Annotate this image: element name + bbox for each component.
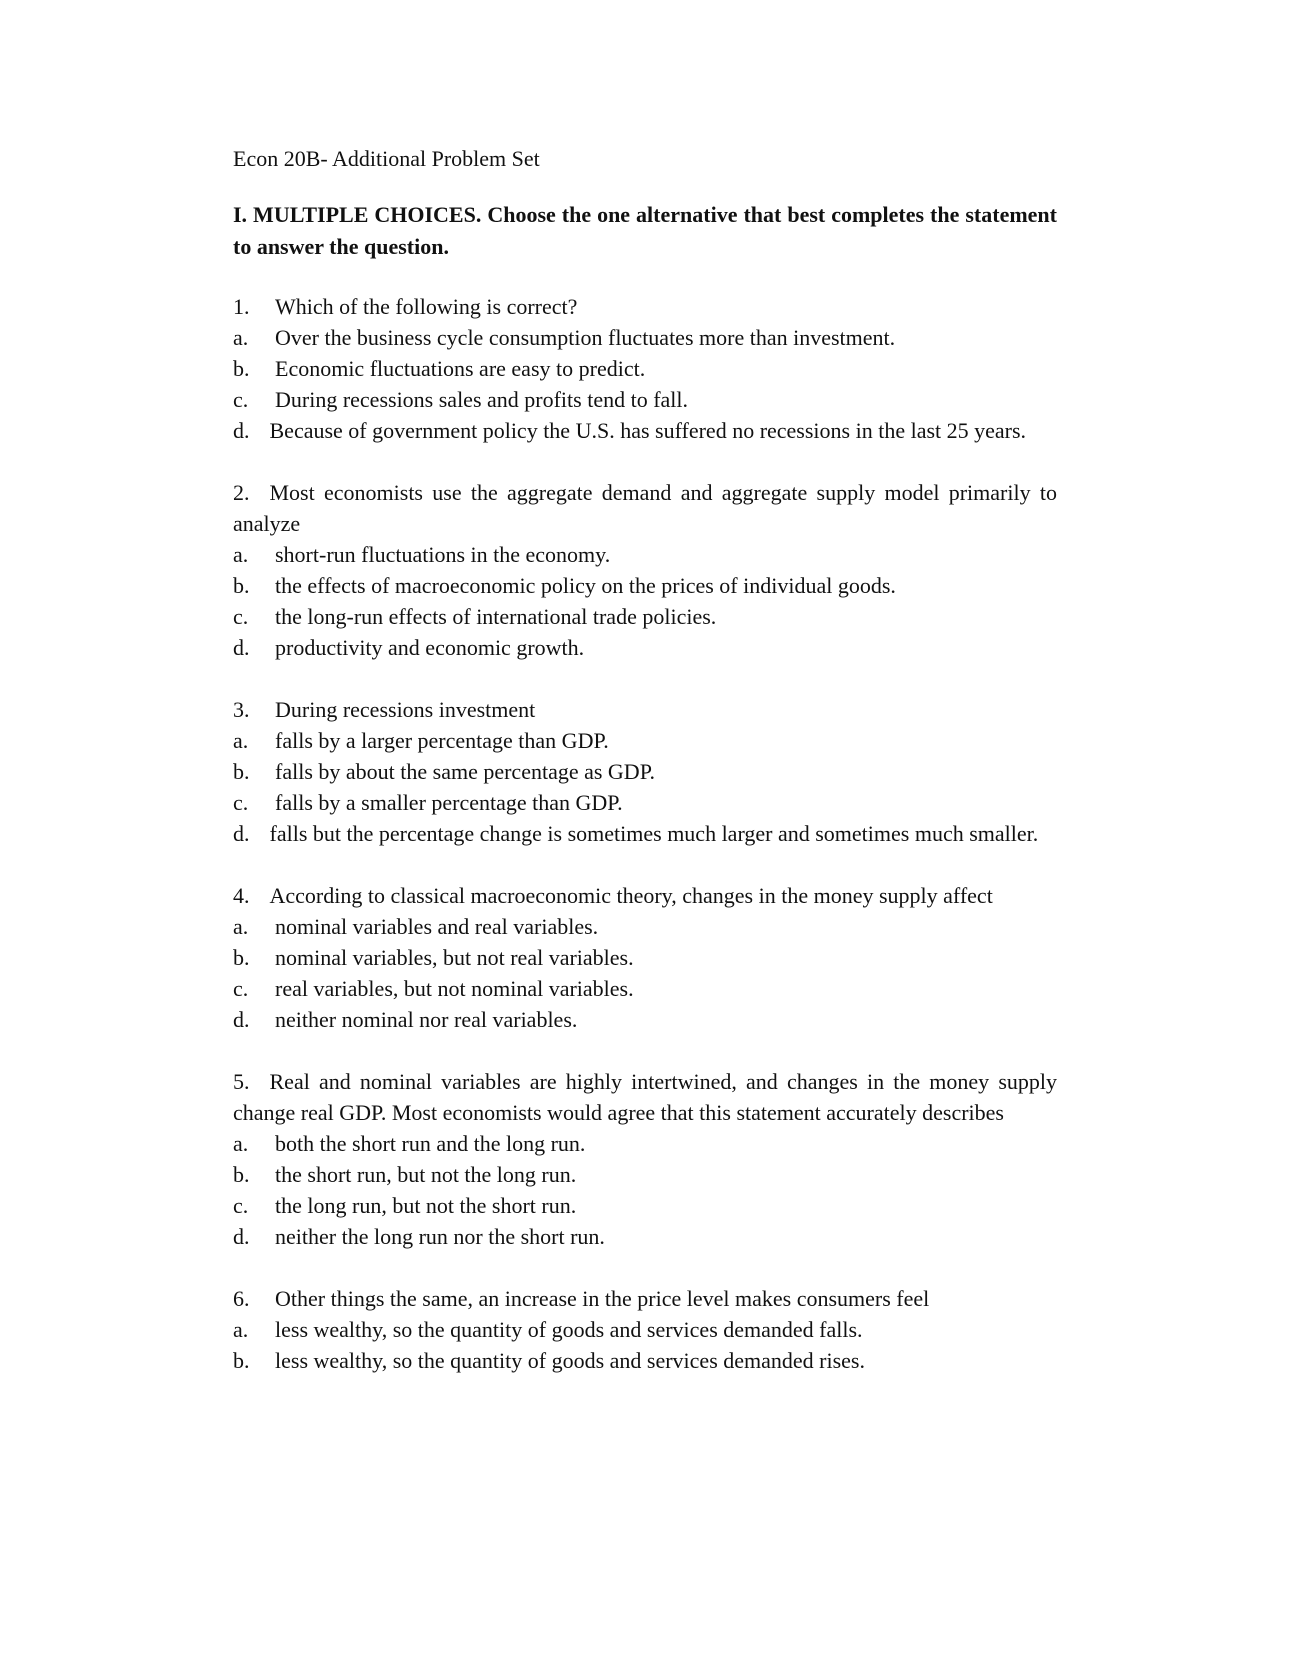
document-page	[233, 143, 1057, 1407]
answer-option-b	[233, 1159, 1057, 1190]
question-stem	[233, 1066, 1057, 1128]
option-letter: d.	[233, 1224, 250, 1249]
question-text: Most economists use the aggregate demand and aggregate supply model primarily to analyze	[233, 480, 1057, 536]
option-text: the effects of macroeconomic policy on the prices of individual goods.	[275, 573, 896, 598]
option-letter: a.	[233, 1317, 249, 1342]
question-stem	[233, 477, 1057, 539]
answer-option-a	[233, 322, 1057, 353]
question-3	[233, 694, 1057, 849]
question-list	[233, 291, 1057, 1376]
question-number: 1.	[233, 294, 250, 319]
answer-option-c	[233, 384, 1057, 415]
question-text: Which of the following is correct?	[275, 294, 578, 319]
option-letter: b.	[233, 1348, 250, 1373]
option-letter: b.	[233, 945, 250, 970]
answer-option-a	[233, 1314, 1057, 1345]
question-1	[233, 291, 1057, 446]
question-4	[233, 880, 1057, 1035]
question-number: 2.	[233, 480, 250, 505]
option-text: falls by a smaller percentage than GDP.	[275, 790, 623, 815]
option-text: Because of government policy the U.S. has suffered no recessions in the last 25 years.	[269, 418, 1027, 443]
answer-option-d	[233, 1221, 1057, 1252]
answer-option-d	[233, 818, 1057, 849]
option-letter: c.	[233, 1193, 249, 1218]
question-5	[233, 1066, 1057, 1252]
option-letter: d.	[233, 635, 250, 660]
option-letter: b.	[233, 356, 250, 381]
option-text: falls but the percentage change is sometimes much larger and sometimes much smaller.	[269, 821, 1039, 846]
question-text: Other things the same, an increase in the price level makes consumers feel	[275, 1286, 930, 1311]
answer-option-a	[233, 725, 1057, 756]
option-text: neither the long run nor the short run.	[275, 1224, 605, 1249]
question-text: According to classical macroeconomic theory, changes in the money supply affect	[269, 883, 993, 908]
question-number: 5.	[233, 1069, 250, 1094]
question-number: 4.	[233, 883, 250, 908]
option-text: the long-run effects of international trade policies.	[275, 604, 717, 629]
option-text: During recessions sales and profits tend to fall.	[275, 387, 689, 412]
question-6	[233, 1283, 1057, 1376]
option-letter: a.	[233, 914, 249, 939]
option-text: neither nominal nor real variables.	[275, 1007, 578, 1032]
question-2	[233, 477, 1057, 663]
option-text: falls by a larger percentage than GDP.	[275, 728, 609, 753]
option-letter: a.	[233, 728, 249, 753]
question-stem	[233, 694, 1057, 725]
option-letter: a.	[233, 542, 249, 567]
answer-option-d	[233, 415, 1057, 446]
option-text: productivity and economic growth.	[275, 635, 585, 660]
option-text: the long run, but not the short run.	[275, 1193, 577, 1218]
question-text: During recessions investment	[275, 697, 536, 722]
question-stem	[233, 1283, 1057, 1314]
option-letter: c.	[233, 790, 249, 815]
option-letter: a.	[233, 325, 249, 350]
option-letter: c.	[233, 604, 249, 629]
answer-option-a	[233, 1128, 1057, 1159]
answer-option-b	[233, 942, 1057, 973]
option-text: both the short run and the long run.	[275, 1131, 586, 1156]
answer-option-b	[233, 756, 1057, 787]
answer-option-c	[233, 1190, 1057, 1221]
option-letter: b.	[233, 573, 250, 598]
answer-option-d	[233, 632, 1057, 663]
option-text: real variables, but not nominal variables.	[275, 976, 634, 1001]
option-letter: d.	[233, 1007, 250, 1032]
answer-option-a	[233, 911, 1057, 942]
answer-option-b	[233, 1345, 1057, 1376]
question-stem	[233, 880, 1057, 911]
option-text: less wealthy, so the quantity of goods and services demanded rises.	[275, 1348, 865, 1373]
option-letter: b.	[233, 759, 250, 784]
option-text: short-run fluctuations in the economy.	[275, 542, 611, 567]
answer-option-c	[233, 973, 1057, 1004]
answer-option-d	[233, 1004, 1057, 1035]
option-letter: b.	[233, 1162, 250, 1187]
answer-option-c	[233, 787, 1057, 818]
option-letter: c.	[233, 387, 249, 412]
option-text: Economic fluctuations are easy to predict.	[275, 356, 646, 381]
question-stem	[233, 291, 1057, 322]
document-title: Econ 20B- Additional Problem Set	[233, 146, 540, 171]
option-letter: d.	[233, 418, 250, 443]
question-number: 6.	[233, 1286, 250, 1311]
answer-option-b	[233, 353, 1057, 384]
option-text: less wealthy, so the quantity of goods and services demanded falls.	[275, 1317, 863, 1342]
question-number: 3.	[233, 697, 250, 722]
option-text: the short run, but not the long run.	[275, 1162, 577, 1187]
answer-option-c	[233, 601, 1057, 632]
option-text: nominal variables, but not real variables.	[275, 945, 634, 970]
question-text: Real and nominal variables are highly intertwined, and changes in the money supply change real GDP. Most economists would agree that this statement accurately describes	[233, 1069, 1057, 1125]
section-heading: I. MULTIPLE CHOICES. Choose the one alternative that best completes the statement to answer the question.	[233, 202, 1057, 259]
answer-option-a	[233, 539, 1057, 570]
option-letter: a.	[233, 1131, 249, 1156]
option-letter: d.	[233, 821, 250, 846]
option-text: Over the business cycle consumption fluctuates more than investment.	[275, 325, 896, 350]
answer-option-b	[233, 570, 1057, 601]
option-text: falls by about the same percentage as GDP.	[275, 759, 655, 784]
option-letter: c.	[233, 976, 249, 1001]
option-text: nominal variables and real variables.	[275, 914, 599, 939]
